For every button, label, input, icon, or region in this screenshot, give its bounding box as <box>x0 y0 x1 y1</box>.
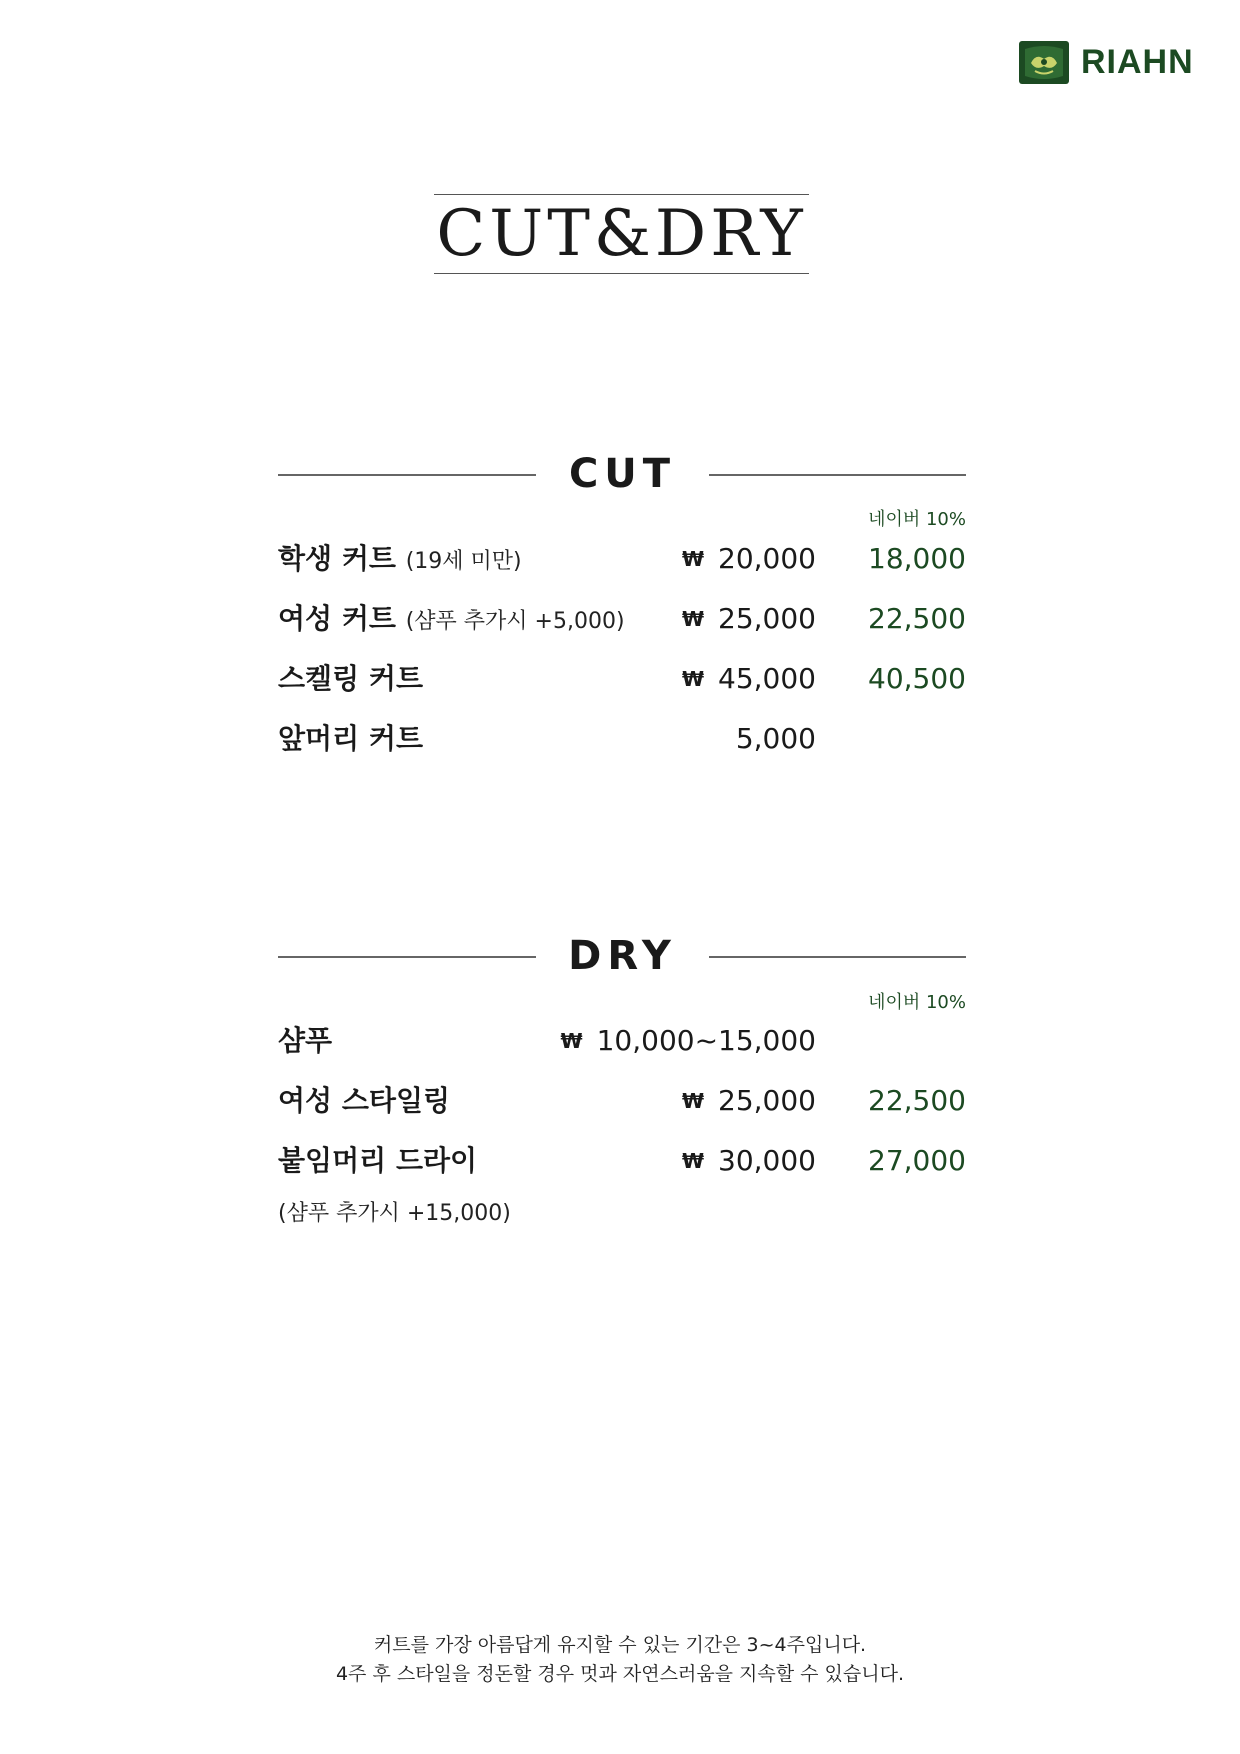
service-note: (샴푸 추가시 +5,000) <box>405 609 625 634</box>
won-symbol: ₩ <box>681 547 705 571</box>
service-name: 붙임머리 드라이 <box>278 1144 478 1177</box>
service-price: ₩ 10,000~15,000 <box>560 1024 816 1057</box>
riahn-emblem-icon <box>1019 41 1069 84</box>
service-price: ₩ 30,000 <box>681 1144 816 1177</box>
discount-price: 40,500 <box>868 662 966 695</box>
footer-line-1: 커트를 가장 아름답게 유지할 수 있는 기간은 3~4주입니다. <box>373 1634 867 1656</box>
discount-price: 27,000 <box>868 1144 966 1177</box>
service-price: ₩ 25,000 <box>681 1084 816 1117</box>
service-name: 샴푸 <box>278 1024 333 1057</box>
service-price: ₩ 25,000 <box>681 602 816 635</box>
service-note: (샴푸 추가시 +15,000) <box>278 1201 511 1226</box>
discount-header-dry: 네이버 10% <box>868 992 966 1013</box>
discount-price: 18,000 <box>868 542 966 575</box>
price-row <box>278 1141 966 1181</box>
won-symbol: ₩ <box>681 1089 705 1113</box>
section-title-cut: CUT <box>568 451 677 497</box>
discount-price: 22,500 <box>868 1084 966 1117</box>
won-symbol: ₩ <box>681 667 705 691</box>
discount-header-cut: 네이버 10% <box>868 509 966 530</box>
price-row <box>278 599 966 639</box>
service-price: ₩ 20,000 <box>681 542 816 575</box>
service-name: 스켈링 커트 <box>278 662 423 695</box>
page-title: CUT&DRY <box>436 197 807 271</box>
service-name: 학생 커트 (19세 미만) <box>278 542 522 575</box>
price-row <box>278 1081 966 1121</box>
price-row <box>278 1021 966 1061</box>
won-symbol: ₩ <box>560 1029 583 1053</box>
footer-note <box>0 1631 1240 1689</box>
service-price: ₩ 45,000 <box>681 662 816 695</box>
discount-price: 22,500 <box>868 602 966 635</box>
price-row <box>278 719 966 759</box>
section-header-dry <box>278 931 966 981</box>
service-name: 여성 커트 (샴푸 추가시 +5,000) <box>278 602 625 635</box>
price-row <box>278 539 966 579</box>
brand-name: RIAHN <box>1081 43 1194 81</box>
divider-line <box>709 956 966 958</box>
service-price: 5,000 <box>735 722 816 755</box>
won-symbol: ₩ <box>681 1149 705 1173</box>
service-name: 앞머리 커트 <box>278 722 423 755</box>
divider-line <box>278 474 536 476</box>
service-note: (19세 미만) <box>405 549 522 574</box>
divider-line <box>278 956 536 958</box>
price-row <box>278 659 966 699</box>
brand-logo <box>1019 41 1194 84</box>
section-title-dry: DRY <box>568 933 677 979</box>
section-header-cut <box>278 449 966 499</box>
won-symbol: ₩ <box>681 607 705 631</box>
service-name: 여성 스타일링 <box>278 1084 451 1117</box>
main-title-frame <box>434 194 809 274</box>
footer-line-2: 4주 후 스타일을 정돈할 경우 멋과 자연스러움을 지속할 수 있습니다. <box>335 1663 905 1685</box>
divider-line <box>709 474 966 476</box>
